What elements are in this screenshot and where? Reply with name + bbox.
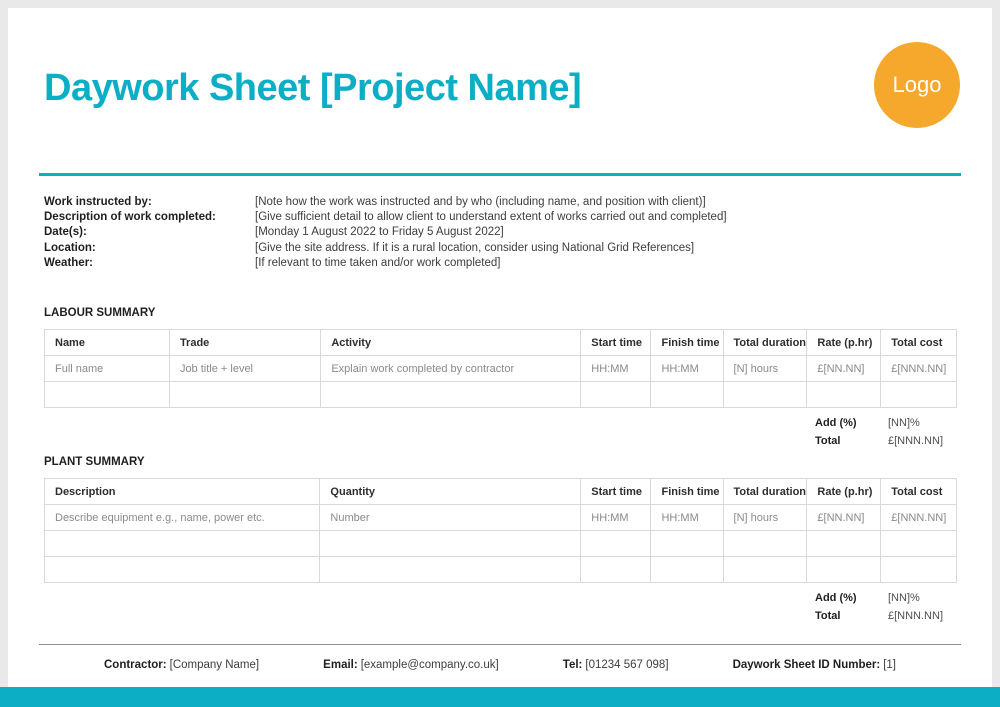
plant-add-value[interactable]: [NN]%	[888, 592, 920, 605]
footer-sheet-id	[733, 658, 896, 672]
labour-cell-empty[interactable]	[581, 382, 651, 408]
plant-cell-quantity[interactable]: Number	[320, 505, 581, 531]
plant-col-start-time: Start time	[581, 479, 651, 505]
labour-cell-start-time[interactable]: HH:MM	[581, 356, 651, 382]
plant-summary-heading: PLANT SUMMARY	[44, 456, 145, 469]
plant-total-row	[805, 608, 956, 626]
labour-cell-empty[interactable]	[651, 382, 723, 408]
plant-cell-empty[interactable]	[723, 557, 807, 583]
plant-cell-empty[interactable]	[723, 531, 807, 557]
work-info-block	[44, 195, 956, 271]
plant-row-empty	[45, 557, 957, 583]
labour-row-empty	[45, 382, 957, 408]
info-row-description	[44, 210, 956, 225]
plant-cell-empty[interactable]	[807, 531, 881, 557]
plant-cell-empty[interactable]	[45, 531, 320, 557]
footer-email-label: Email:	[323, 659, 358, 672]
info-label: Location:	[44, 241, 96, 254]
labour-add-row	[805, 415, 956, 433]
footer-tel-label: Tel:	[562, 659, 583, 672]
info-row-weather	[44, 256, 956, 271]
plant-cell-empty[interactable]	[320, 531, 581, 557]
plant-cell-total-duration[interactable]: [N] hours	[723, 505, 807, 531]
footer-contractor	[104, 658, 259, 672]
footer-email-value[interactable]: [example@company.co.uk]	[360, 659, 499, 672]
header-divider	[39, 173, 961, 176]
labour-cell-total-duration[interactable]: [N] hours	[723, 356, 807, 382]
labour-summary-table	[44, 329, 957, 408]
plant-cell-empty[interactable]	[581, 557, 651, 583]
labour-cell-rate[interactable]: £[NN.NN]	[807, 356, 881, 382]
plant-cell-empty[interactable]	[581, 531, 651, 557]
footer-items	[44, 658, 956, 672]
plant-cell-empty[interactable]	[45, 557, 320, 583]
labour-total-value[interactable]: £[NNN.NN]	[888, 434, 944, 447]
footer-tel-value[interactable]: [01234 567 098]	[585, 659, 669, 672]
info-row-dates	[44, 225, 956, 240]
labour-total-row	[805, 433, 956, 451]
info-row-work-instructed-by	[44, 195, 956, 210]
labour-cell-empty[interactable]	[169, 382, 320, 408]
info-label: Work instructed by:	[44, 196, 152, 208]
labour-col-total-duration: Total duration	[723, 330, 807, 356]
plant-cell-empty[interactable]	[881, 531, 957, 557]
labour-cell-activity[interactable]: Explain work completed by contractor	[321, 356, 581, 382]
info-label: Description of work completed:	[44, 211, 216, 224]
info-label: Weather:	[44, 256, 93, 269]
labour-cell-total-cost[interactable]: £[NNN.NN]	[881, 356, 957, 382]
info-row-location	[44, 241, 956, 256]
plant-col-total-cost: Total cost	[881, 479, 957, 505]
labour-col-rate: Rate (p.hr)	[807, 330, 881, 356]
labour-totals	[805, 415, 956, 450]
bottom-accent-bar	[0, 687, 1000, 707]
labour-add-label: Add (%)	[815, 417, 857, 430]
daywork-sheet-page	[8, 8, 992, 687]
labour-col-start-time: Start time	[581, 330, 651, 356]
footer-sheet-id-label: Daywork Sheet ID Number:	[732, 659, 881, 672]
labour-summary-section	[44, 307, 956, 450]
page-footer	[44, 644, 956, 672]
plant-totals	[805, 590, 956, 625]
info-label: Date(s):	[44, 226, 87, 239]
info-value-placeholder[interactable]: [If relevant to time taken and/or work completed]	[255, 256, 501, 269]
plant-row-empty	[45, 531, 957, 557]
labour-cell-trade[interactable]: Job title + level	[169, 356, 320, 382]
labour-col-name: Name	[45, 330, 170, 356]
labour-cell-empty[interactable]	[723, 382, 807, 408]
plant-col-description: Description	[45, 479, 320, 505]
footer-contractor-label: Contractor:	[104, 659, 167, 672]
footer-email	[323, 658, 499, 672]
plant-cell-rate[interactable]: £[NN.NN]	[807, 505, 881, 531]
footer-contractor-value[interactable]: [Company Name]	[169, 659, 260, 672]
labour-cell-empty[interactable]	[807, 382, 881, 408]
info-value-placeholder[interactable]: [Monday 1 August 2022 to Friday 5 August 2022]	[255, 226, 504, 239]
plant-col-quantity: Quantity	[320, 479, 581, 505]
plant-row-placeholder	[45, 505, 957, 531]
plant-add-label: Add (%)	[815, 592, 857, 605]
labour-col-total-cost: Total cost	[881, 330, 957, 356]
plant-col-rate: Rate (p.hr)	[807, 479, 881, 505]
labour-col-finish-time: Finish time	[651, 330, 723, 356]
labour-col-trade: Trade	[169, 330, 320, 356]
plant-cell-description[interactable]: Describe equipment e.g., name, power etc.	[45, 505, 320, 531]
labour-row-placeholder	[45, 356, 957, 382]
plant-total-value[interactable]: £[NNN.NN]	[888, 609, 944, 622]
page-header	[44, 8, 956, 173]
labour-add-value[interactable]: [NN]%	[888, 417, 920, 430]
page-title: Daywork Sheet [Project Name]	[44, 67, 582, 109]
labour-summary-heading: LABOUR SUMMARY	[44, 307, 156, 320]
plant-summary-table	[44, 478, 957, 583]
plant-cell-finish-time[interactable]: HH:MM	[651, 505, 723, 531]
plant-summary-section	[44, 456, 956, 625]
plant-cell-empty[interactable]	[807, 557, 881, 583]
plant-total-label: Total	[815, 609, 841, 622]
plant-cell-start-time[interactable]: HH:MM	[581, 505, 651, 531]
plant-col-total-duration: Total duration	[723, 479, 807, 505]
footer-sheet-id-value[interactable]: [1]	[883, 659, 896, 672]
labour-total-label: Total	[815, 434, 841, 447]
labour-cell-finish-time[interactable]: HH:MM	[651, 356, 723, 382]
info-value-placeholder[interactable]: [Note how the work was instructed and by who (including name, and position with client)]	[255, 196, 706, 208]
info-value-placeholder[interactable]: [Give the site address. If it is a rural location, consider using National Grid References]	[255, 241, 695, 254]
labour-col-activity: Activity	[321, 330, 581, 356]
plant-cell-empty[interactable]	[651, 531, 723, 557]
plant-cell-empty[interactable]	[320, 557, 581, 583]
labour-cell-empty[interactable]	[45, 382, 170, 408]
company-logo	[874, 42, 960, 128]
plant-cell-empty[interactable]	[881, 557, 957, 583]
plant-col-finish-time: Finish time	[651, 479, 723, 505]
labour-cell-empty[interactable]	[881, 382, 957, 408]
labour-cell-empty[interactable]	[321, 382, 581, 408]
logo-text: Logo	[892, 72, 942, 97]
labour-cell-name[interactable]: Full name	[45, 356, 170, 382]
plant-add-row	[805, 590, 956, 608]
info-value-placeholder[interactable]: [Give sufficient detail to allow client to understand extent of works carried out and completed]	[255, 211, 727, 224]
footer-divider	[39, 644, 961, 645]
plant-cell-empty[interactable]	[651, 557, 723, 583]
labour-header-row	[45, 330, 957, 356]
footer-tel	[563, 658, 669, 672]
plant-header-row	[45, 479, 957, 505]
plant-cell-total-cost[interactable]: £[NNN.NN]	[881, 505, 957, 531]
